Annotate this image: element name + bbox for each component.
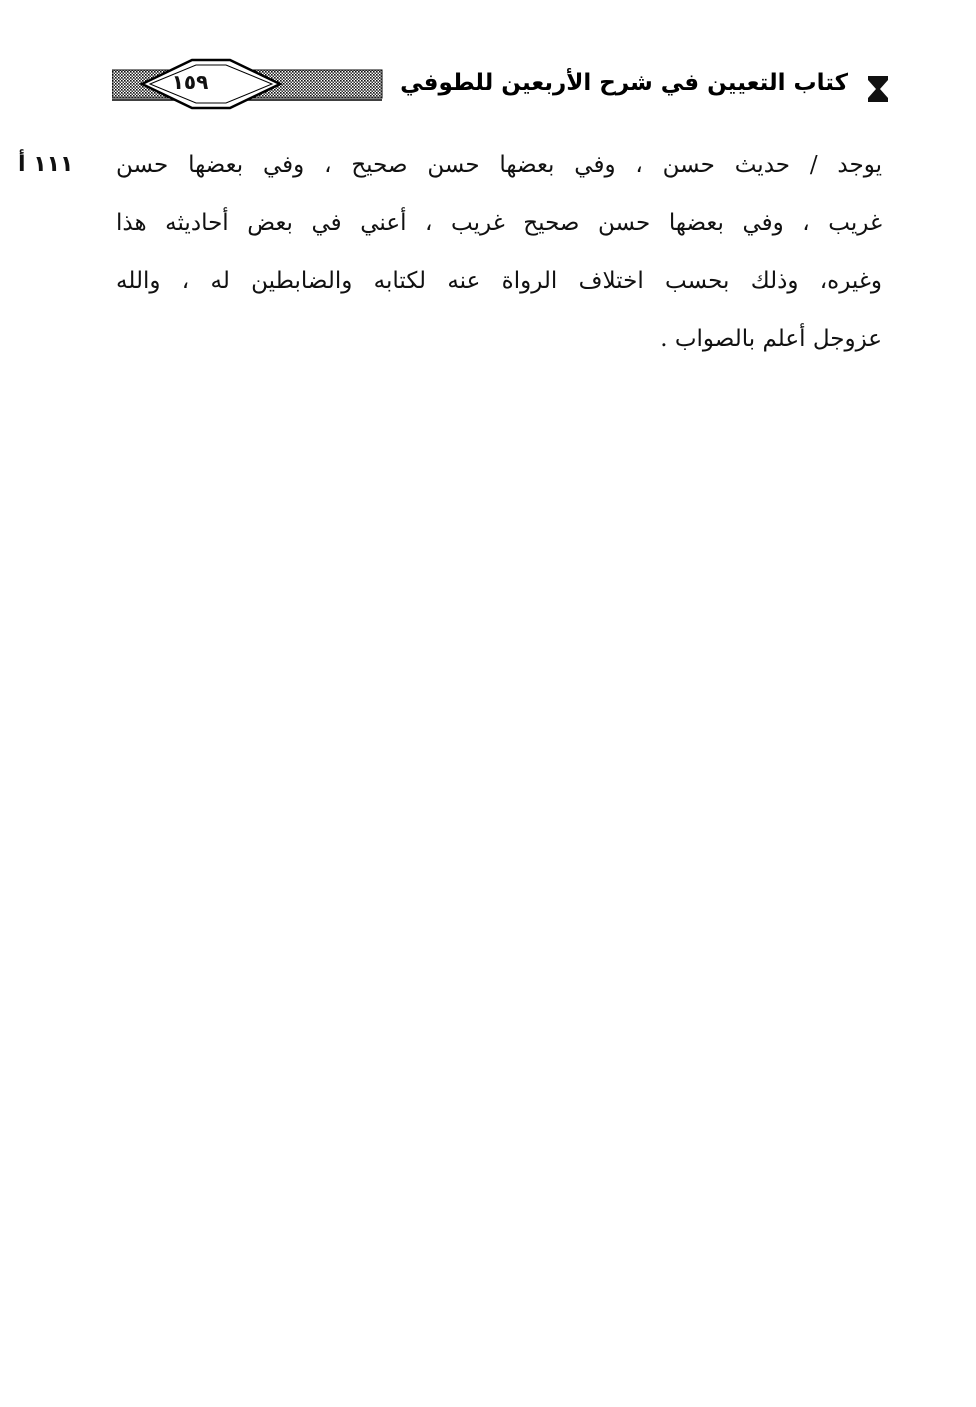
margin-folio-note: ١١١ أ (18, 152, 74, 177)
body-line: وغيره، وذلك بحسب اختلاف الرواة عنه لكتابه والضابطين له ، والله (116, 268, 882, 294)
body-line: يوجد / حديث حسن ، وفي بعضها حسن صحيح ، وفي بعضها حسن (116, 152, 882, 178)
body-paragraph (116, 136, 882, 368)
corner-ornament-icon (868, 76, 888, 102)
page-number: ١٥٩ (171, 70, 209, 94)
book-title: كتاب التعيين في شرح الأربعين للطوفي (400, 70, 848, 96)
body-line: عزوجل أعلم بالصواب . (660, 326, 882, 352)
body-line: غريب ، وفي بعضها حسن صحيح غريب ، أعني في بعض أحاديثه هذا (116, 210, 882, 236)
